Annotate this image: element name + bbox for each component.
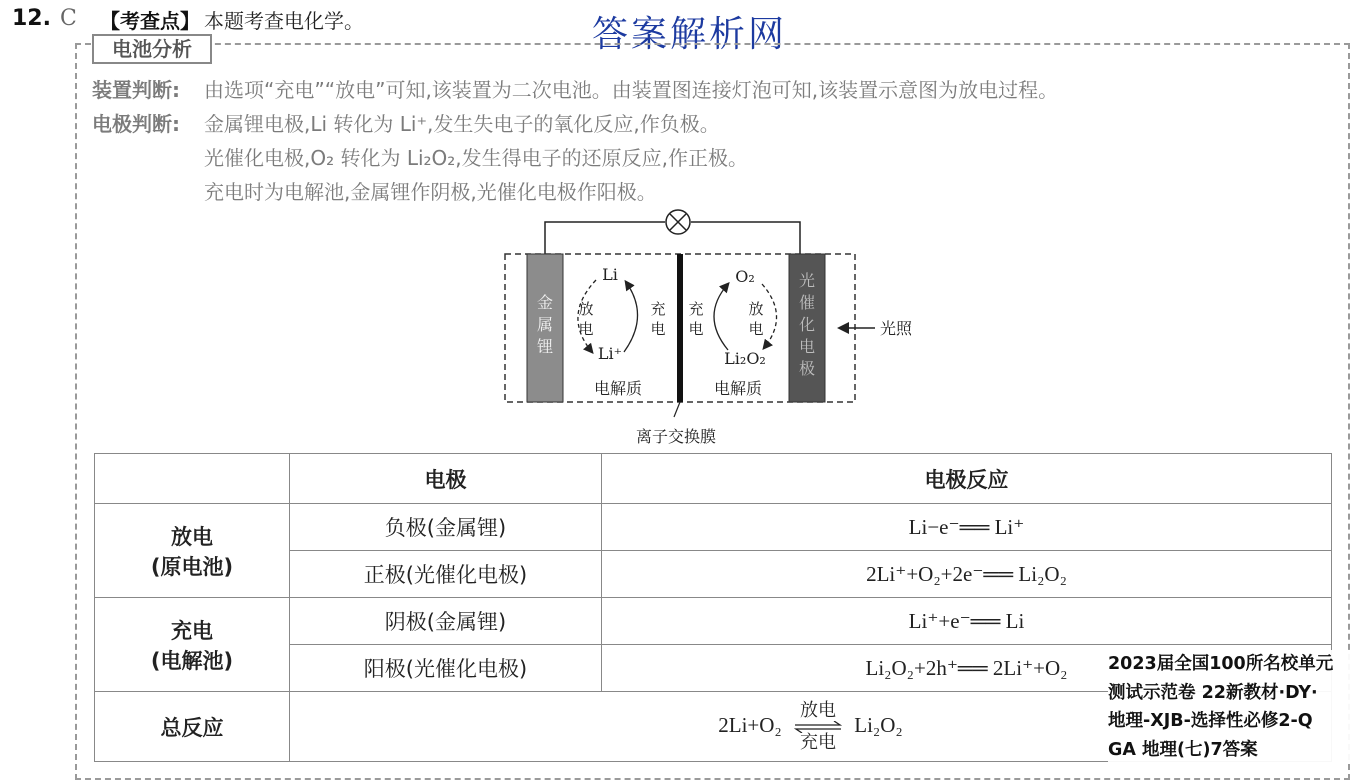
right-electrode-char-5: 极 <box>798 359 816 378</box>
watermark: 答案解析网 <box>592 14 788 55</box>
light-label: 光照 <box>880 319 913 338</box>
electrolyte-right: 电解质 <box>713 379 763 398</box>
left-discharge-char-1: 放 <box>578 300 594 318</box>
ion-exchange-membrane <box>677 254 683 402</box>
left-top-species: Li <box>602 265 618 284</box>
right-electrode-char-4: 电 <box>798 337 816 356</box>
group-charge-sub: (电解池) <box>150 648 234 673</box>
right-discharge-char-2: 电 <box>748 320 764 338</box>
reaction-cell: Li⁺+e⁻══ Li <box>602 598 1332 645</box>
reversible-arrow <box>793 701 843 753</box>
table-row <box>95 504 1332 551</box>
wire-left <box>545 222 665 254</box>
left-charge-arrow <box>624 282 638 352</box>
source-caption-line-4: GA 地理(七)7答案 <box>1108 739 1258 760</box>
reaction-cell: Li−e⁻══ Li⁺ <box>602 504 1332 551</box>
left-discharge-char-2: 电 <box>578 320 594 338</box>
table-header-blank <box>95 454 290 504</box>
source-caption <box>1108 650 1370 764</box>
section-title: 电池分析 <box>92 34 212 64</box>
source-caption-line-3: 地理-XJB-选择性必修2-Q <box>1108 711 1313 731</box>
right-electrode-char-3: 化 <box>798 315 816 334</box>
left-charge-char-1: 充 <box>650 300 666 318</box>
question-answer: C <box>60 6 77 31</box>
source-caption-line-1: 2023届全国100所名校单元 <box>1108 654 1334 674</box>
electrode-cell: 正极(光催化电极) <box>290 551 602 598</box>
group-charge-name: 充电 <box>171 618 213 643</box>
table-row <box>95 598 1332 645</box>
electrode-cell: 阴极(金属锂) <box>290 598 602 645</box>
right-charge-char-2: 电 <box>688 320 704 338</box>
electrolyte-left: 电解质 <box>593 379 643 398</box>
table-header-reaction: 电极反应 <box>602 454 1332 504</box>
membrane-label: 离子交换膜 <box>635 427 717 446</box>
right-discharge-arrow <box>762 284 777 348</box>
device-judgment-text: 由选项“充电”“放电”可知,该装置为二次电池。由装置图连接灯泡可知,该装置示意图为放电过程。 <box>204 78 1059 102</box>
total-left: 2Li+O₂ <box>718 712 782 737</box>
left-electrode-char-3: 锂 <box>536 337 554 356</box>
reaction-cell: Li₂O₂+2h⁺══ 2Li⁺+O₂ <box>602 645 1332 692</box>
electrode-judgment-line-3: 充电时为电解池,金属锂作阴极,光催化电极作阳极。 <box>204 180 657 204</box>
battery-schematic <box>500 204 940 454</box>
right-charge-arrow <box>714 284 728 350</box>
right-bottom-species: Li₂O₂ <box>724 349 766 368</box>
left-electrode-char-2: 属 <box>536 315 554 334</box>
left-bottom-species: Li⁺ <box>597 344 623 363</box>
test-point-text: 本题考查电化学。 <box>204 9 364 33</box>
right-top-species: O₂ <box>735 267 755 286</box>
right-electrode-char-1: 光 <box>798 271 816 290</box>
electrode-cell: 负极(金属锂) <box>290 504 602 551</box>
equilibrium-arrow-icon <box>793 721 843 733</box>
total-reaction-label: 总反应 <box>95 692 290 762</box>
electrode-cell: 阳极(光催化电极) <box>290 645 602 692</box>
wire-right <box>691 222 800 254</box>
arrow-top-label: 放电 <box>800 699 836 721</box>
reaction-cell: 2Li⁺+O₂+2e⁻══ Li₂O₂ <box>602 551 1332 598</box>
table-header-electrode: 电极 <box>290 454 602 504</box>
total-right: Li₂O₂ <box>854 712 903 737</box>
right-discharge-char-1: 放 <box>748 300 764 318</box>
right-electrode-char-2: 催 <box>798 293 816 312</box>
question-number: 12. <box>12 6 51 31</box>
group-discharge <box>95 504 290 598</box>
electrode-judgment-line-1: 金属锂电极,Li 转化为 Li⁺,发生失电子的氧化反应,作负极。 <box>204 112 720 136</box>
source-caption-line-2: 测试示范卷 22新教材·DY· <box>1108 682 1318 703</box>
group-discharge-name: 放电 <box>171 524 213 549</box>
left-charge-char-2: 电 <box>650 320 666 338</box>
device-judgment-label: 装置判断: <box>92 78 180 102</box>
group-discharge-sub: (原电池) <box>150 554 234 579</box>
group-charge <box>95 598 290 692</box>
electrode-judgment-label: 电极判断: <box>92 112 180 136</box>
table-header-row <box>95 454 1332 504</box>
test-point-label: 【考查点】 <box>100 9 200 33</box>
electrode-judgment-line-2: 光催化电极,O₂ 转化为 Li₂O₂,发生得电子的还原反应,作正极。 <box>204 146 749 170</box>
left-electrode-char-1: 金 <box>536 293 554 312</box>
right-charge-char-1: 充 <box>688 300 704 318</box>
arrow-bottom-label: 充电 <box>800 731 836 753</box>
